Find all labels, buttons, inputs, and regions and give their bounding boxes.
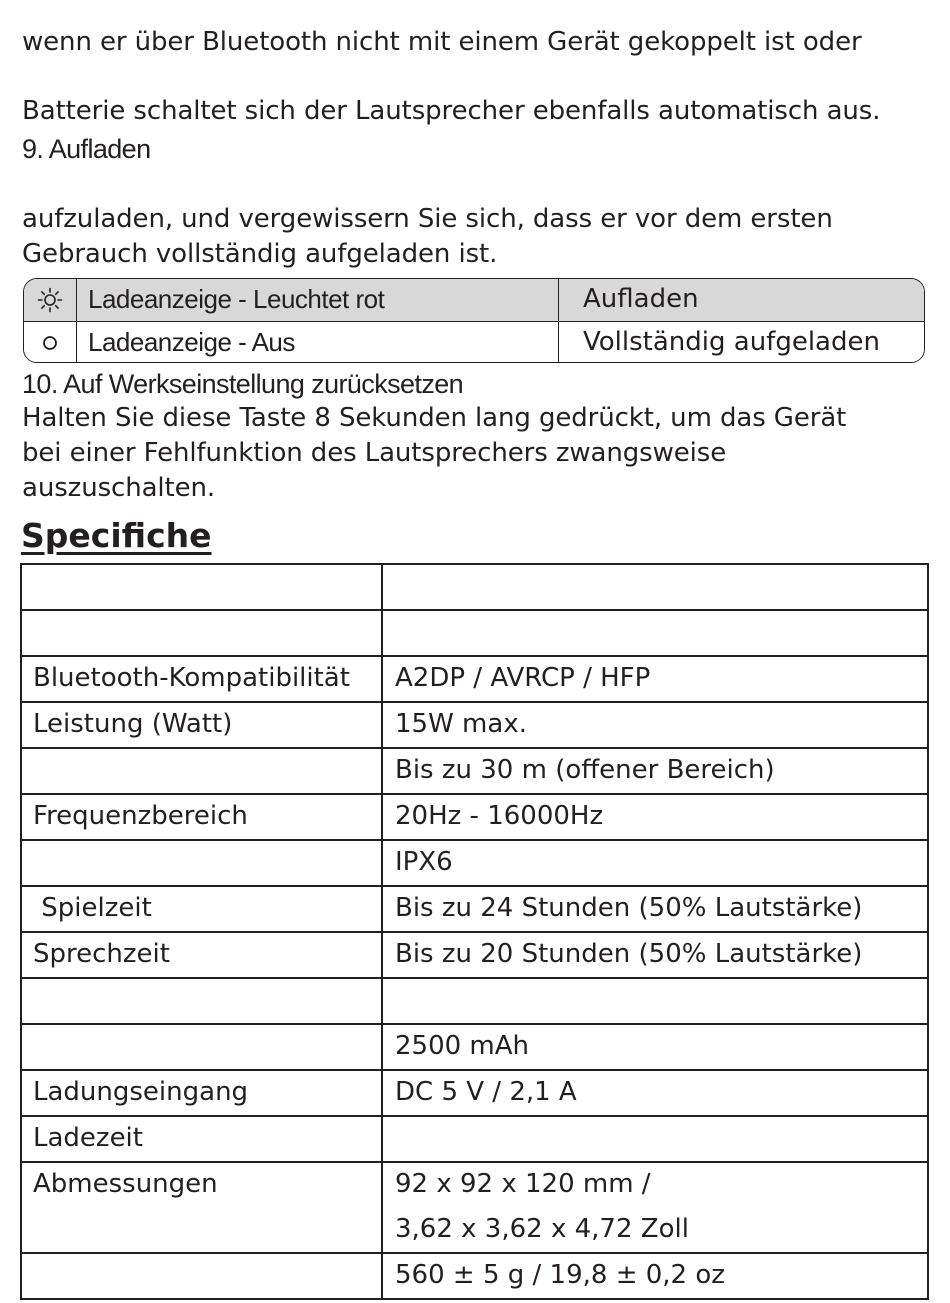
spec-label: Ladungseingang <box>21 1070 382 1116</box>
charge-state-meaning: Aufladen <box>583 284 699 314</box>
spec-label: Ladezeit <box>21 1116 382 1162</box>
spec-value <box>382 610 928 656</box>
spec-value <box>382 564 928 610</box>
spec-value: 2500 mAh <box>382 1024 928 1070</box>
spec-label <box>21 840 382 886</box>
spec-label: Spielzeit <box>21 886 382 932</box>
spec-row <box>21 748 928 794</box>
spec-row <box>21 1024 928 1070</box>
circle-off-icon <box>24 322 77 363</box>
spec-value: 20Hz - 16000Hz <box>382 794 928 840</box>
spec-row <box>21 564 928 610</box>
spec-value-line: 3,62 x 3,62 x 4,72 Zoll <box>395 1214 689 1244</box>
charge-indicator-table <box>23 278 925 363</box>
spec-value: A2DP / AVRCP / HFP <box>382 656 928 702</box>
spec-value: DC 5 V / 2,1 A <box>382 1070 928 1116</box>
spec-label: Frequenzbereich <box>21 794 382 840</box>
spec-value-line: 92 x 92 x 120 mm / <box>395 1169 651 1199</box>
spec-label: Abmessungen <box>21 1162 382 1253</box>
spec-row <box>21 978 928 1024</box>
section-10-line-1: Halten Sie diese Taste 8 Sekunden lang gedrückt, um das Gerät <box>22 403 847 433</box>
section-9-heading: 9. Aufladen <box>22 134 151 164</box>
spec-label <box>21 564 382 610</box>
spec-row <box>21 794 928 840</box>
spec-label: Bluetooth-Kompatibilität <box>21 656 382 702</box>
spec-row <box>21 1162 928 1253</box>
specs-table <box>20 563 929 1300</box>
spec-row <box>21 1116 928 1162</box>
charge-state-label: Ladeanzeige - Leuchtet rot <box>77 279 559 321</box>
section-10-line-2: bei einer Fehlfunktion des Lautsprechers zwangsweise <box>22 438 727 468</box>
section-10-heading: 10. Auf Werkseinstellung zurücksetzen <box>22 369 464 399</box>
intro-line-2: Batterie schaltet sich der Lautsprecher ebenfalls automatisch aus. <box>22 96 881 126</box>
section-9-line-2: Gebrauch vollständig aufgeladen ist. <box>22 239 498 269</box>
spec-row <box>21 932 928 978</box>
spec-row <box>21 702 928 748</box>
spec-label <box>21 978 382 1024</box>
spec-row <box>21 1070 928 1116</box>
spec-row <box>21 610 928 656</box>
spec-value <box>382 978 928 1024</box>
section-9-line-1: aufzuladen, und vergewissern Sie sich, dass er vor dem ersten <box>22 204 833 234</box>
spec-value: 15W max. <box>382 702 928 748</box>
charge-row-full <box>24 322 924 363</box>
spec-value: Bis zu 20 Stunden (50% Lautstärke) <box>382 932 928 978</box>
section-10-line-3: auszuschalten. <box>22 473 216 503</box>
intro-line-1: wenn er über Bluetooth nicht mit einem Gerät gekoppelt ist oder <box>22 27 862 57</box>
spec-value: 560 ± 5 g / 19,8 ± 0,2 oz <box>382 1253 928 1299</box>
charge-state-label: Ladeanzeige - Aus <box>77 322 559 363</box>
specs-title: Specifiche <box>21 516 212 555</box>
spec-value: IPX6 <box>382 840 928 886</box>
spec-label: Sprechzeit <box>21 932 382 978</box>
spec-row <box>21 1253 928 1299</box>
spec-label: Leistung (Watt) <box>21 702 382 748</box>
sun-light-icon <box>24 279 77 321</box>
charge-row-charging <box>24 279 924 322</box>
spec-value: Bis zu 30 m (offener Bereich) <box>382 748 928 794</box>
spec-value <box>382 1162 928 1253</box>
spec-row <box>21 840 928 886</box>
spec-value <box>382 1116 928 1162</box>
spec-row <box>21 656 928 702</box>
spec-label <box>21 610 382 656</box>
spec-value: Bis zu 24 Stunden (50% Lautstärke) <box>382 886 928 932</box>
charge-state-meaning: Vollständig aufgeladen <box>583 327 880 357</box>
spec-label <box>21 748 382 794</box>
spec-label <box>21 1253 382 1299</box>
spec-row <box>21 886 928 932</box>
spec-label <box>21 1024 382 1070</box>
